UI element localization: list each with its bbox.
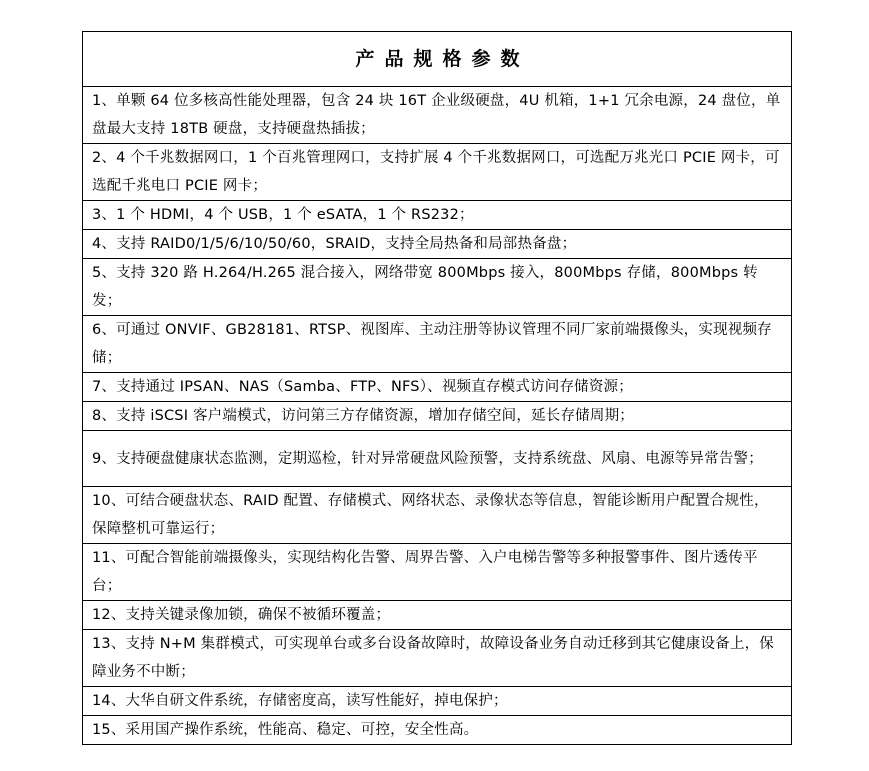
spec-item-13: 13、支持 N+M 集群模式，可实现单台或多台设备故障时，故障设备业务自动迁移到其它健康设备上，保障业务不中断；: [83, 630, 792, 687]
spec-item-8: 8、支持 iSCSI 客户端模式，访问第三方存储资源，增加存储空间，延长存储周期；: [83, 402, 792, 431]
table-row: [83, 316, 792, 373]
spec-item-11: 11、可配合智能前端摄像头，实现结构化告警、周界告警、入户电梯告警等多种报警事件、图片透传平台；: [83, 544, 792, 601]
table-row: [83, 259, 792, 316]
table-row: [83, 144, 792, 201]
table-row: [83, 716, 792, 745]
spec-item-6: 6、可通过 ONVIF、GB28181、RTSP、视图库、主动注册等协议管理不同厂家前端摄像头，实现视频存储；: [83, 316, 792, 373]
table-row: [83, 431, 792, 487]
table-row: [83, 87, 792, 144]
table-row: [83, 373, 792, 402]
table-row: [83, 201, 792, 230]
table-row: [83, 402, 792, 431]
spec-item-3: 3、1 个 HDMI，4 个 USB，1 个 eSATA，1 个 RS232；: [83, 201, 792, 230]
spec-item-12: 12、支持关键录像加锁，确保不被循环覆盖；: [83, 601, 792, 630]
table-title-row: [83, 32, 792, 87]
spec-item-4: 4、支持 RAID0/1/5/6/10/50/60，SRAID，支持全局热备和局部热备盘；: [83, 230, 792, 259]
spec-item-10: 10、可结合硬盘状态、RAID 配置、存储模式、网络状态、录像状态等信息，智能诊断用户配置合规性，保障整机可靠运行；: [83, 487, 792, 544]
spec-item-15: 15、采用国产操作系统，性能高、稳定、可控，安全性高。: [83, 716, 792, 745]
table-row: [83, 487, 792, 544]
spec-item-9: 9、支持硬盘健康状态监测，定期巡检，针对异常硬盘风险预警，支持系统盘、风扇、电源等异常告警；: [83, 431, 792, 487]
table-row: [83, 601, 792, 630]
table-title: 产品规格参数: [83, 32, 792, 87]
spec-item-1: 1、单颗 64 位多核高性能处理器，包含 24 块 16T 企业级硬盘，4U 机箱，1+1 冗余电源，24 盘位，单盘最大支持 18TB 硬盘，支持硬盘热插拔；: [83, 87, 792, 144]
spec-item-14: 14、大华自研文件系统，存储密度高，读写性能好，掉电保护；: [83, 687, 792, 716]
table-row: [83, 230, 792, 259]
table-row: [83, 687, 792, 716]
spec-item-2: 2、4 个千兆数据网口，1 个百兆管理网口，支持扩展 4 个千兆数据网口，可选配万兆光口 PCIE 网卡，可选配千兆电口 PCIE 网卡；: [83, 144, 792, 201]
spec-item-5: 5、支持 320 路 H.264/H.265 混合接入，网络带宽 800Mbps 接入，800Mbps 存储，800Mbps 转发；: [83, 259, 792, 316]
spec-item-7: 7、支持通过 IPSAN、NAS（Samba、FTP、NFS）、视频直存模式访问存储资源；: [83, 373, 792, 402]
spec-table: [82, 31, 792, 745]
table-row: [83, 630, 792, 687]
table-row: [83, 544, 792, 601]
